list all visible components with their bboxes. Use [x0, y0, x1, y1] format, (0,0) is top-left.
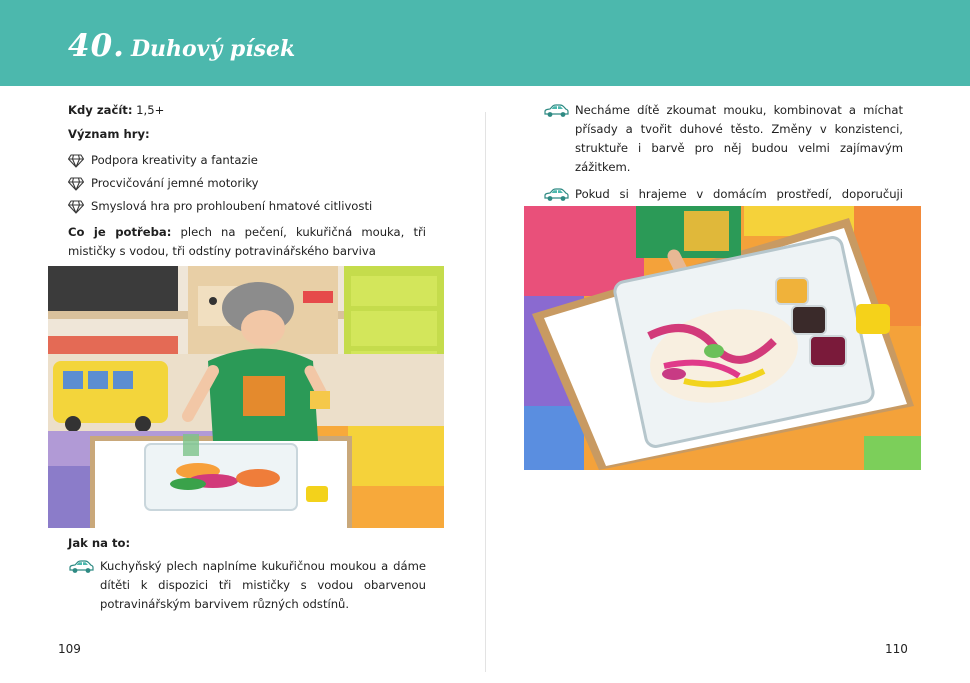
meaning-item-text: Podpora kreativity a fantazie	[91, 153, 258, 167]
page-number-right: 110	[885, 642, 908, 656]
how-to-section	[68, 534, 426, 614]
diamond-icon	[68, 200, 84, 214]
list-item	[68, 172, 426, 195]
car-icon	[543, 104, 569, 118]
right-photo	[524, 206, 921, 470]
car-icon	[68, 560, 94, 574]
meaning-heading	[68, 125, 426, 144]
meaning-item-text: Procvičování jemné motoriky	[91, 176, 259, 190]
list-item	[68, 149, 426, 172]
step-text: Pokud si hrajeme v domácím prostředí, doporučuji	[575, 187, 903, 201]
meaning-item-text: Smyslová hra pro prohloubení hmatové citlivosti	[91, 199, 373, 213]
start-age	[68, 101, 426, 120]
meaning-list	[68, 149, 426, 218]
list-item	[68, 557, 426, 614]
activity-number: 40.	[68, 28, 125, 64]
list-item	[68, 195, 426, 218]
needs-value: plech na pečení, kukuřičná mouka, tři mističky s vodou, tři odstíny potravinářského barviva	[68, 225, 426, 258]
meaning-label: Význam hry:	[68, 127, 150, 141]
needs-label: Co je potřeba:	[68, 225, 172, 239]
activity-title	[68, 28, 295, 64]
list-item	[543, 101, 903, 177]
left-photo	[48, 266, 444, 528]
start-age-value: 1,5+	[132, 103, 165, 117]
page-divider	[485, 112, 486, 672]
diamond-icon	[68, 177, 84, 191]
activity-name: Duhový písek	[130, 36, 296, 62]
how-to-heading	[68, 534, 426, 553]
left-page-text	[68, 101, 426, 266]
page-number-left: 109	[58, 642, 81, 656]
how-to-step-text: Kuchyňský plech naplníme kukuřičnou moukou a dáme dítěti k dispozici tři mističky s vodou obarvenou potravinářským barvivem různých odstínů.	[100, 559, 426, 611]
start-age-label: Kdy začít:	[68, 103, 133, 117]
needs-paragraph	[68, 223, 426, 261]
car-icon	[543, 188, 569, 202]
how-to-label: Jak na to:	[68, 536, 131, 550]
step-text: Necháme dítě zkoumat mouku, kombinovat a míchat přísady a tvořit duhové těsto. Změny v konzistenci, struktuře i barvě pro něj budou velmi zajímavým zážitkem.	[575, 103, 903, 174]
page-header	[0, 0, 970, 86]
diamond-icon	[68, 154, 84, 168]
